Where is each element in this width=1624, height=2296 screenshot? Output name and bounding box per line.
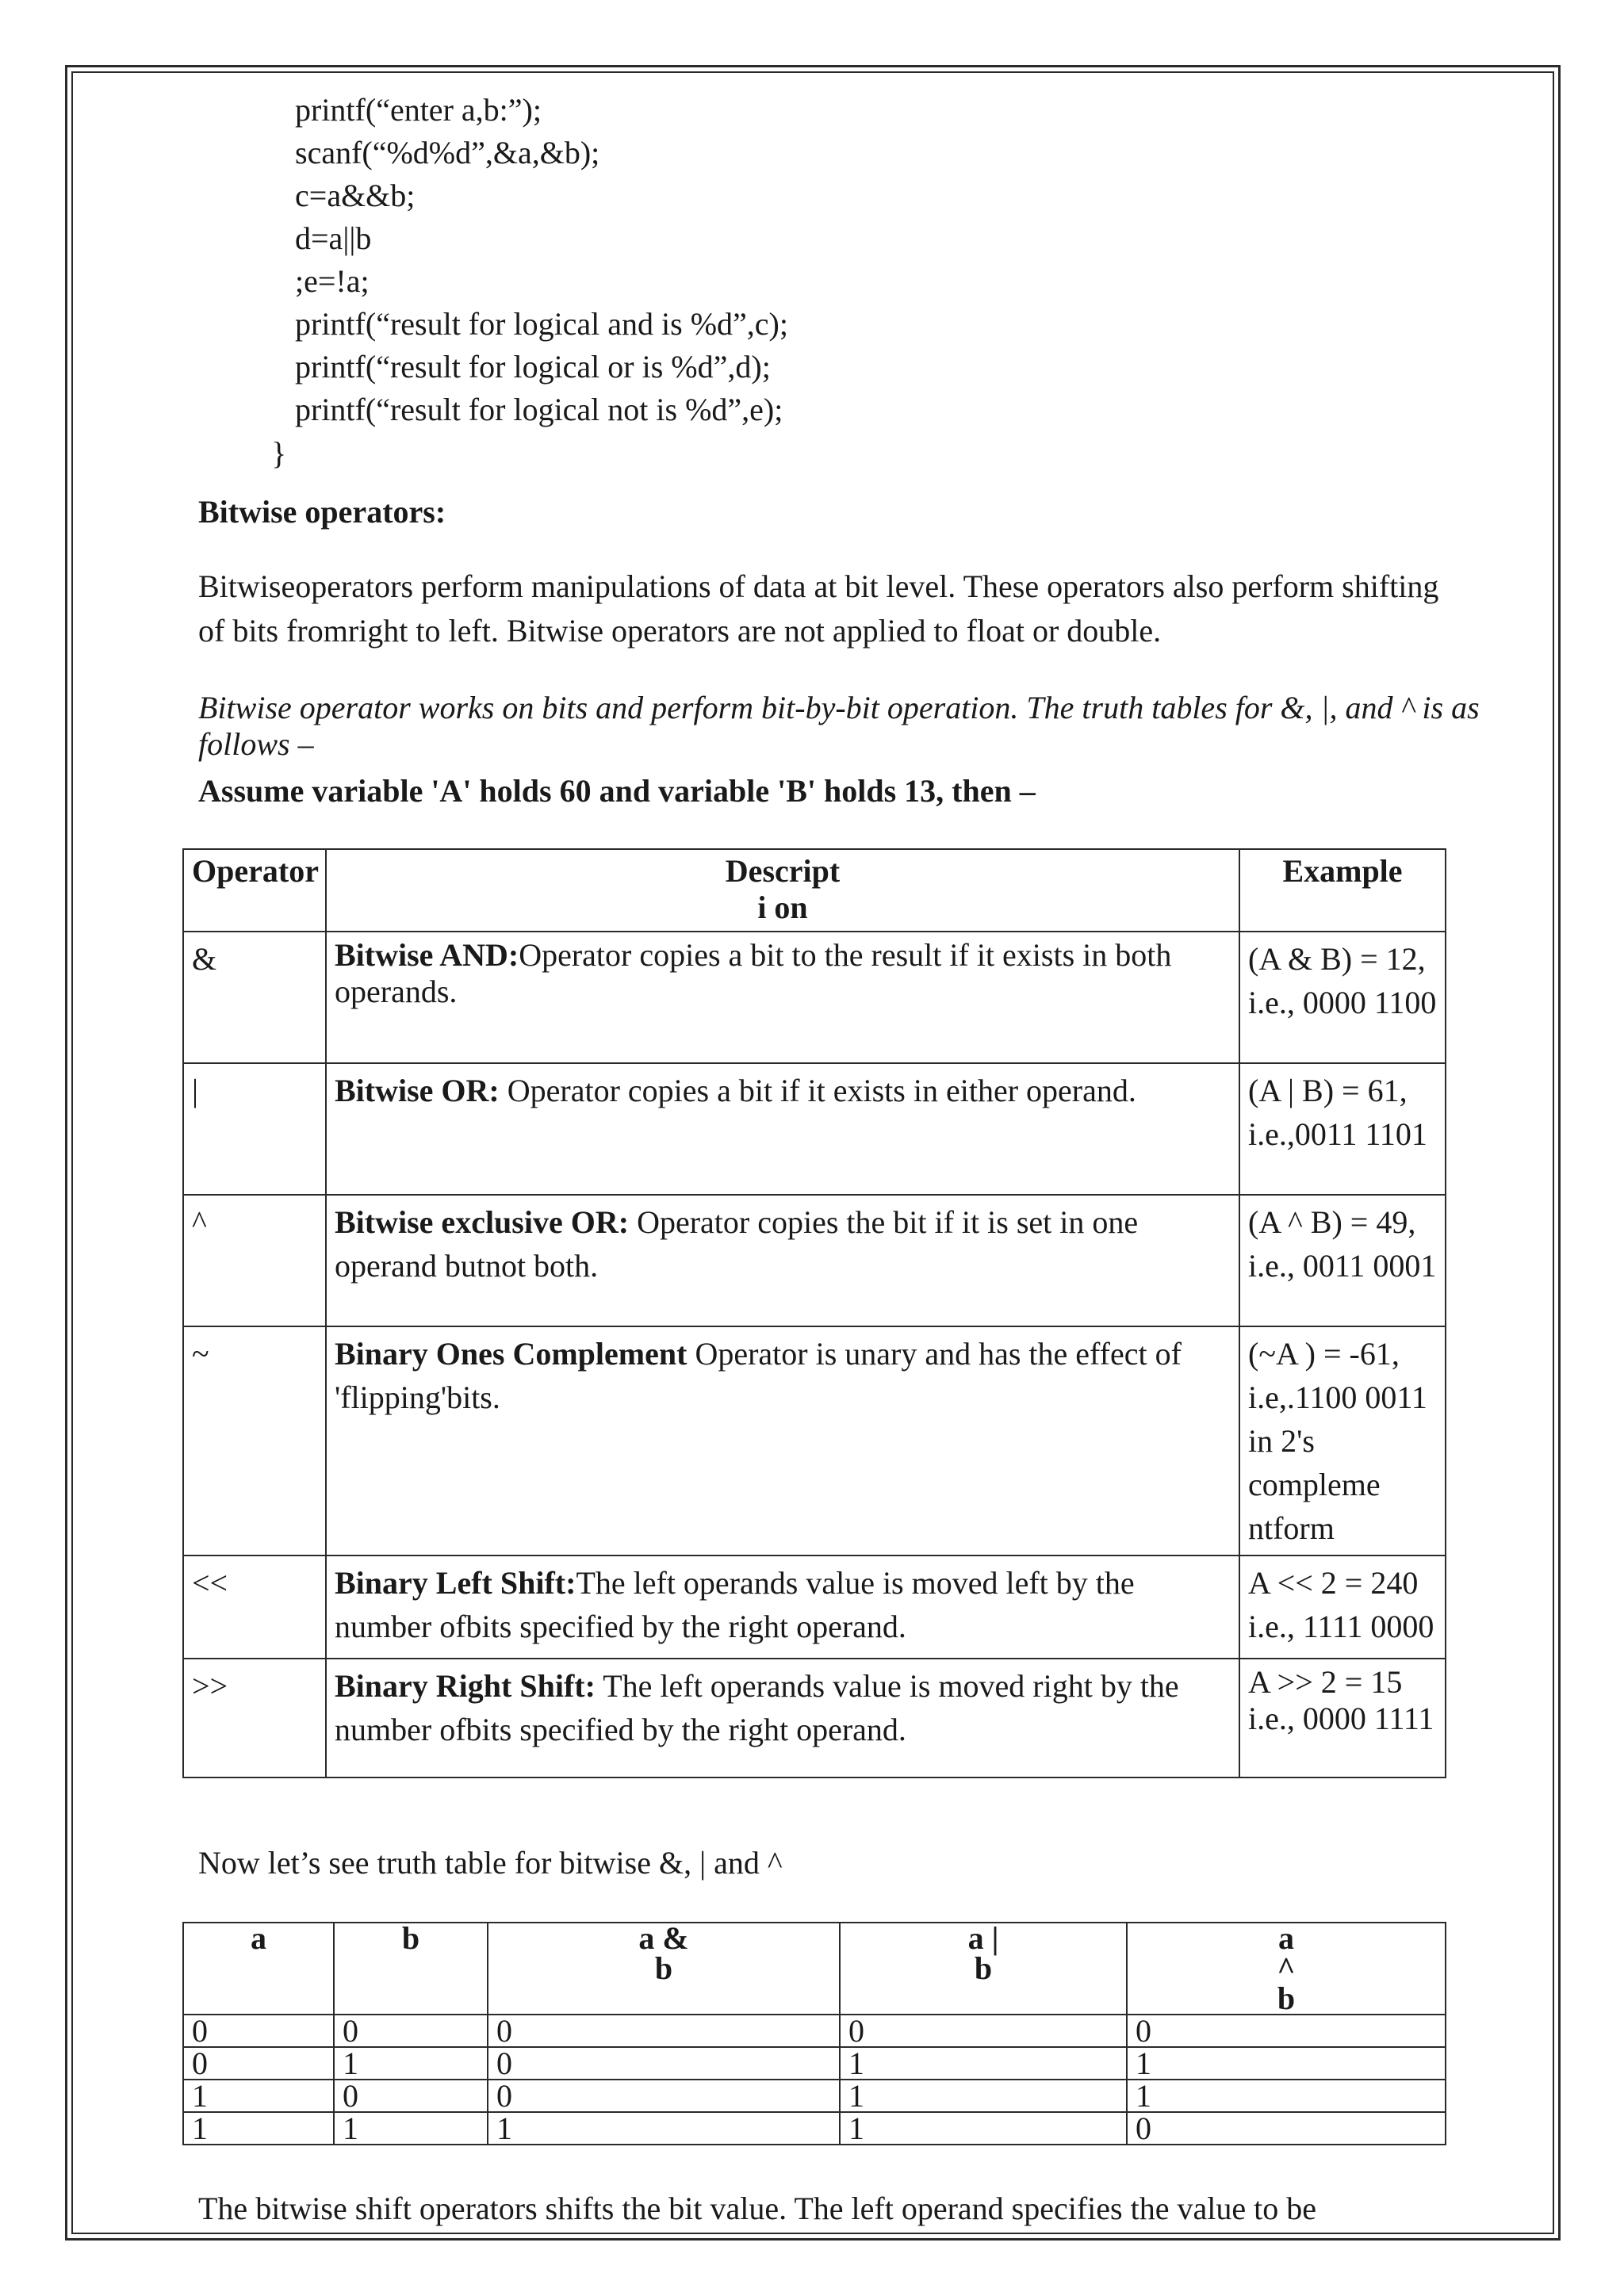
description-cell: Binary Left Shift:The left operands value is moved left by the number ofbits specified by the right operand. bbox=[326, 1556, 1239, 1659]
header-a: a bbox=[183, 1923, 334, 2015]
operator-cell: | bbox=[183, 1063, 326, 1195]
header-b: b bbox=[334, 1923, 488, 2015]
table-row bbox=[183, 1195, 1446, 1326]
cell-and: 0 bbox=[488, 2047, 840, 2080]
intro-paragraph: Bitwiseoperators perform manipulations of data at bit level. These operators also perform shifting of bits fromright to left. Bitwise operators are not applied to float or double. bbox=[198, 568, 1439, 649]
operator-cell: ~ bbox=[183, 1326, 326, 1556]
table-row bbox=[183, 1556, 1446, 1659]
code-line: d=a||b bbox=[295, 220, 372, 256]
cell-a: 1 bbox=[183, 2080, 334, 2112]
code-closing-brace: } bbox=[271, 435, 287, 471]
code-line: printf(“result for logical not is %d”,e); bbox=[295, 392, 783, 427]
cell-xor: 0 bbox=[1127, 2112, 1446, 2145]
operator-cell: & bbox=[183, 932, 326, 1063]
code-line: scanf(“%d%d”,&a,&b); bbox=[295, 135, 600, 170]
description-cell: Bitwise OR: Operator copies a bit if it exists in either operand. bbox=[326, 1063, 1239, 1195]
cell-b: 0 bbox=[334, 2015, 488, 2047]
cell-b: 1 bbox=[334, 2047, 488, 2080]
cell-xor: 1 bbox=[1127, 2080, 1446, 2112]
example-cell: A << 2 = 240 i.e., 1111 0000 bbox=[1239, 1556, 1446, 1659]
cell-or: 1 bbox=[840, 2112, 1127, 2145]
operators-table-header bbox=[183, 849, 1446, 932]
table-row bbox=[183, 2112, 1446, 2145]
code-block bbox=[295, 89, 788, 431]
cell-or: 0 bbox=[840, 2015, 1127, 2047]
table-row bbox=[183, 2047, 1446, 2080]
header-description: Descripti on bbox=[326, 849, 1239, 932]
header-or: a | b bbox=[840, 1923, 1127, 2015]
cell-or: 1 bbox=[840, 2047, 1127, 2080]
operators-table bbox=[182, 848, 1446, 1778]
table-row bbox=[183, 1659, 1446, 1777]
example-cell: A >> 2 = 15 i.e., 0000 1111 bbox=[1239, 1659, 1446, 1777]
cell-a: 0 bbox=[183, 2015, 334, 2047]
header-example: Example bbox=[1239, 849, 1446, 932]
example-cell: (~A ) = -61, i.e,.1100 0011 in 2's compleme ntform bbox=[1239, 1326, 1446, 1556]
table-row bbox=[183, 1063, 1446, 1195]
section-heading: Bitwise operators: bbox=[198, 494, 446, 530]
example-cell: (A ^ B) = 49, i.e., 0011 0001 bbox=[1239, 1195, 1446, 1326]
cell-b: 1 bbox=[334, 2112, 488, 2145]
description-cell: Binary Ones Complement Operator is unary and has the effect of 'flipping'bits. bbox=[326, 1326, 1239, 1556]
header-xor: a ^ b bbox=[1127, 1923, 1446, 2015]
cell-xor: 0 bbox=[1127, 2015, 1446, 2047]
code-line: printf(“enter a,b:”); bbox=[295, 92, 542, 128]
description-cell: Bitwise exclusive OR: Operator copies the bit if it is set in one operand butnot both. bbox=[326, 1195, 1239, 1326]
code-line: ;e=!a; bbox=[295, 263, 370, 299]
header-and: a & b bbox=[488, 1923, 840, 2015]
cell-and: 0 bbox=[488, 2080, 840, 2112]
bottom-paragraph: The bitwise shift operators shifts the bit value. The left operand specifies the value to be bbox=[198, 2191, 1316, 2226]
header-operator: Operator bbox=[183, 849, 326, 932]
operator-cell: >> bbox=[183, 1659, 326, 1777]
assumption-line: Assume variable 'A' holds 60 and variable 'B' holds 13, then – bbox=[198, 773, 1036, 809]
cell-a: 0 bbox=[183, 2047, 334, 2080]
code-line: printf(“result for logical or is %d”,d); bbox=[295, 349, 771, 385]
truth-table-header bbox=[183, 1923, 1446, 2015]
description-cell: Bitwise AND:Operator copies a bit to the result if it exists in both operands. bbox=[326, 932, 1239, 1063]
cell-a: 1 bbox=[183, 2112, 334, 2145]
table-row bbox=[183, 2080, 1446, 2112]
truth-table bbox=[182, 1922, 1446, 2145]
operator-cell: ^ bbox=[183, 1195, 326, 1326]
cell-b: 0 bbox=[334, 2080, 488, 2112]
code-line: printf(“result for logical and is %d”,c); bbox=[295, 306, 788, 342]
operator-cell: << bbox=[183, 1556, 326, 1659]
table-row bbox=[183, 2015, 1446, 2047]
cell-and: 0 bbox=[488, 2015, 840, 2047]
table-row bbox=[183, 1326, 1446, 1556]
truth-table-intro: Now let’s see truth table for bitwise &, | and ^ bbox=[198, 1845, 783, 1881]
example-cell: (A | B) = 61, i.e.,0011 1101 bbox=[1239, 1063, 1446, 1195]
example-cell: (A & B) = 12, i.e., 0000 1100 bbox=[1239, 932, 1446, 1063]
table-row bbox=[183, 932, 1446, 1063]
cell-or: 1 bbox=[840, 2080, 1127, 2112]
description-cell: Binary Right Shift: The left operands value is moved right by the number ofbits specified by the right operand. bbox=[326, 1659, 1239, 1777]
cell-xor: 1 bbox=[1127, 2047, 1446, 2080]
cell-and: 1 bbox=[488, 2112, 840, 2145]
code-line: c=a&&b; bbox=[295, 178, 416, 213]
italic-note: Bitwise operator works on bits and perform bit-by-bit operation. The truth tables for &, |, and ^ is as follows – bbox=[198, 690, 1480, 762]
